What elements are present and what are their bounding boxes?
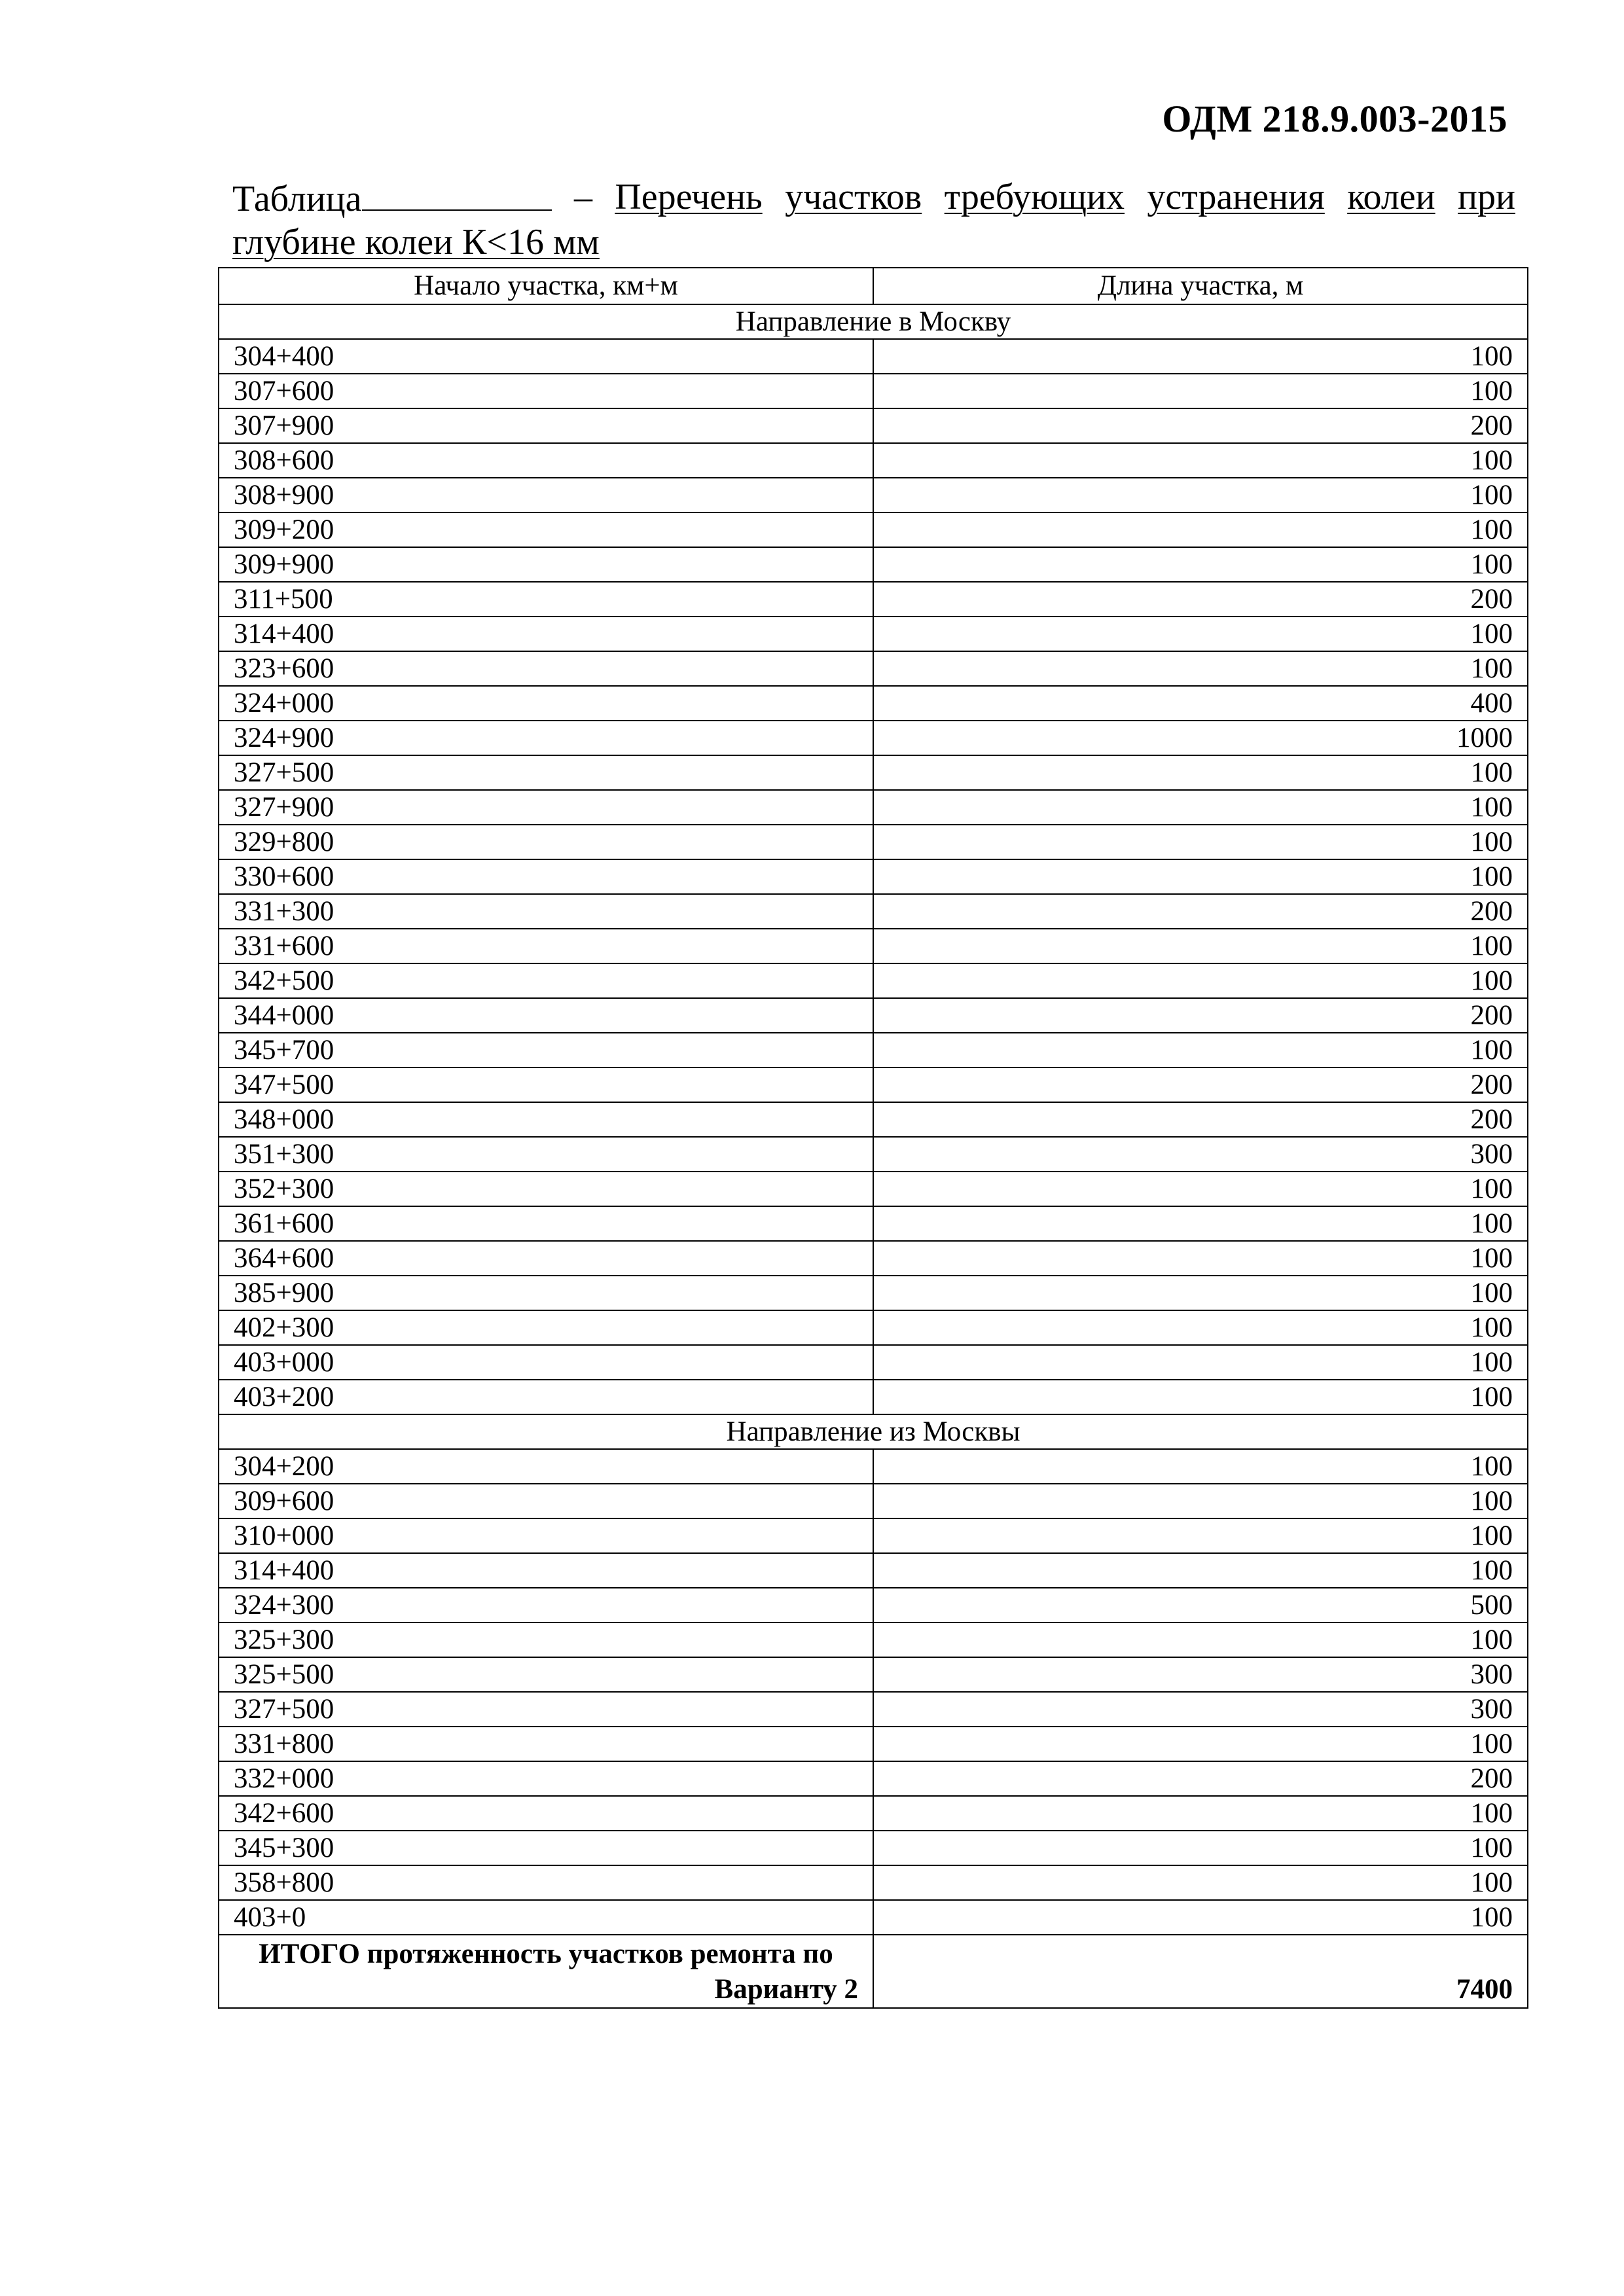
section-start-cell: 344+000 [219,998,873,1033]
table-row [219,374,1528,408]
section-start-cell: 403+0 [219,1900,873,1935]
section-start-cell: 330+600 [219,859,873,894]
section-length-cell: 200 [873,408,1528,443]
section-start-cell: 324+000 [219,686,873,721]
total-label-line-1: ИТОГО протяженность участков ремонта по [259,1939,833,1969]
caption-word: участков [785,177,922,217]
section-start-cell: 311+500 [219,582,873,617]
section-length-cell: 100 [873,1172,1528,1206]
table-row [219,963,1528,998]
section-start-cell: 361+600 [219,1206,873,1241]
total-label-line-2: Варианту 2 [714,1974,858,2005]
section-start-cell: 358+800 [219,1865,873,1900]
sections-table [218,267,1528,2009]
table-row [219,1761,1528,1796]
section-length-cell: 200 [873,582,1528,617]
caption-word: устранения [1147,177,1325,217]
caption-word: при [1458,177,1515,217]
table-row [219,998,1528,1033]
total-label [219,1935,873,2008]
section-length-cell: 100 [873,1865,1528,1900]
table-row [219,1310,1528,1345]
section-length-cell: 100 [873,547,1528,582]
table-row [219,408,1528,443]
section-start-cell: 342+500 [219,963,873,998]
section-start-cell: 308+900 [219,478,873,512]
section-length-cell: 100 [873,1553,1528,1588]
section-start-cell: 324+900 [219,721,873,755]
section-start-cell: 325+500 [219,1657,873,1692]
section-length-cell: 200 [873,998,1528,1033]
section-length-cell: 100 [873,1380,1528,1414]
section-length-cell: 100 [873,478,1528,512]
section-length-cell: 100 [873,1449,1528,1484]
table-row [219,755,1528,790]
table-caption [232,175,1515,264]
section-length-cell: 100 [873,963,1528,998]
section-length-cell: 100 [873,859,1528,894]
section-length-cell: 100 [873,825,1528,859]
section-length-cell: 400 [873,686,1528,721]
table-row [219,1484,1528,1518]
section-start-cell: 402+300 [219,1310,873,1345]
table-row [219,686,1528,721]
table-row [219,1137,1528,1172]
header-row [219,268,1528,304]
section-start-cell: 309+900 [219,547,873,582]
section-length-cell: 100 [873,1623,1528,1657]
section-start-cell: 309+200 [219,512,873,547]
section-length-cell: 100 [873,1900,1528,1935]
section-length-cell: 100 [873,1727,1528,1761]
section-length-cell: 100 [873,1831,1528,1865]
section-length-cell: 100 [873,339,1528,374]
section-start-cell: 304+400 [219,339,873,374]
table-row [219,1033,1528,1067]
section-length-cell: 200 [873,1102,1528,1137]
table-row [219,929,1528,963]
section-length-cell: 100 [873,617,1528,651]
table-row [219,651,1528,686]
section-length-cell: 200 [873,1067,1528,1102]
caption-word: Перечень [615,177,763,217]
section-length-cell: 100 [873,1276,1528,1310]
section-start-cell: 314+400 [219,1553,873,1588]
caption-dash: – [573,177,592,217]
section-start-cell: 352+300 [219,1172,873,1206]
table-row [219,1241,1528,1276]
table-row [219,1172,1528,1206]
section-start-cell: 348+000 [219,1102,873,1137]
section-start-cell: 307+900 [219,408,873,443]
table-row [219,1518,1528,1553]
section-start-cell: 310+000 [219,1518,873,1553]
section-length-cell: 100 [873,1345,1528,1380]
column-header-start: Начало участка, км+м [219,268,873,304]
column-header-length: Длина участка, м [873,268,1528,304]
table-row [219,1831,1528,1865]
section-start-cell: 345+300 [219,1831,873,1865]
section-start-cell: 327+500 [219,1692,873,1727]
section-start-cell: 307+600 [219,374,873,408]
caption-number-blank [362,175,552,211]
section-length-cell: 100 [873,374,1528,408]
table-row [219,1692,1528,1727]
section-start-cell: 385+900 [219,1276,873,1310]
section-length-cell: 100 [873,755,1528,790]
table-row [219,1102,1528,1137]
section-start-cell: 329+800 [219,825,873,859]
total-value: 7400 [873,1935,1528,2008]
table-row [219,1727,1528,1761]
section-start-cell: 403+000 [219,1345,873,1380]
section-length-cell: 100 [873,651,1528,686]
section-start-cell: 324+300 [219,1588,873,1623]
section-start-cell: 327+900 [219,790,873,825]
section-start-cell: 331+300 [219,894,873,929]
section-length-cell: 300 [873,1137,1528,1172]
table-row [219,859,1528,894]
section-title: Направление в Москву [219,304,1528,339]
section-title: Направление из Москвы [219,1414,1528,1449]
table-row [219,617,1528,651]
section-start-cell: 327+500 [219,755,873,790]
section-start-cell: 347+500 [219,1067,873,1102]
section-start-cell: 314+400 [219,617,873,651]
section-start-cell: 308+600 [219,443,873,478]
table-row [219,1380,1528,1414]
section-length-cell: 1000 [873,721,1528,755]
section-length-cell: 100 [873,1241,1528,1276]
table-row [219,1865,1528,1900]
table-row [219,825,1528,859]
section-start-cell: 323+600 [219,651,873,686]
section-start-cell: 304+200 [219,1449,873,1484]
table-row [219,1657,1528,1692]
table-row [219,1206,1528,1241]
table-body [219,304,1528,2008]
table-row [219,1553,1528,1588]
section-length-cell: 300 [873,1692,1528,1727]
section-length-cell: 500 [873,1588,1528,1623]
table-row [219,478,1528,512]
section-length-cell: 100 [873,1033,1528,1067]
table-row [219,1796,1528,1831]
section-start-cell: 331+600 [219,929,873,963]
section-length-cell: 200 [873,894,1528,929]
section-header-row [219,1414,1528,1449]
section-start-cell: 351+300 [219,1137,873,1172]
table-row [219,894,1528,929]
caption-line-1 [232,175,1515,221]
caption-label: Таблица [232,179,362,219]
table-row [219,582,1528,617]
section-length-cell: 100 [873,1796,1528,1831]
table-row [219,547,1528,582]
section-length-cell: 100 [873,1206,1528,1241]
table-row [219,1276,1528,1310]
section-length-cell: 100 [873,790,1528,825]
section-start-cell: 309+600 [219,1484,873,1518]
section-length-cell: 100 [873,443,1528,478]
document-code: ОДМ 218.9.003-2015 [1162,98,1507,140]
table-row [219,339,1528,374]
section-start-cell: 331+800 [219,1727,873,1761]
section-start-cell: 332+000 [219,1761,873,1796]
table-row [219,790,1528,825]
section-header-row [219,304,1528,339]
caption-label-group [232,175,552,221]
section-start-cell: 325+300 [219,1623,873,1657]
table-row [219,443,1528,478]
table-row [219,1345,1528,1380]
section-start-cell: 403+200 [219,1380,873,1414]
section-length-cell: 100 [873,1310,1528,1345]
caption-word: колеи [1347,177,1435,217]
table-row [219,1067,1528,1102]
table-row [219,1449,1528,1484]
section-start-cell: 345+700 [219,1033,873,1067]
table-row [219,1623,1528,1657]
caption-line-2: глубине колеи К<16 мм [232,222,600,262]
caption-word: требующих [944,177,1125,217]
section-length-cell: 100 [873,929,1528,963]
section-start-cell: 364+600 [219,1241,873,1276]
section-length-cell: 100 [873,1484,1528,1518]
section-length-cell: 300 [873,1657,1528,1692]
table-row [219,1900,1528,1935]
total-row [219,1935,1528,2008]
section-length-cell: 100 [873,512,1528,547]
table-row [219,1588,1528,1623]
section-length-cell: 200 [873,1761,1528,1796]
section-length-cell: 100 [873,1518,1528,1553]
table-row [219,721,1528,755]
section-start-cell: 342+600 [219,1796,873,1831]
table-row [219,512,1528,547]
